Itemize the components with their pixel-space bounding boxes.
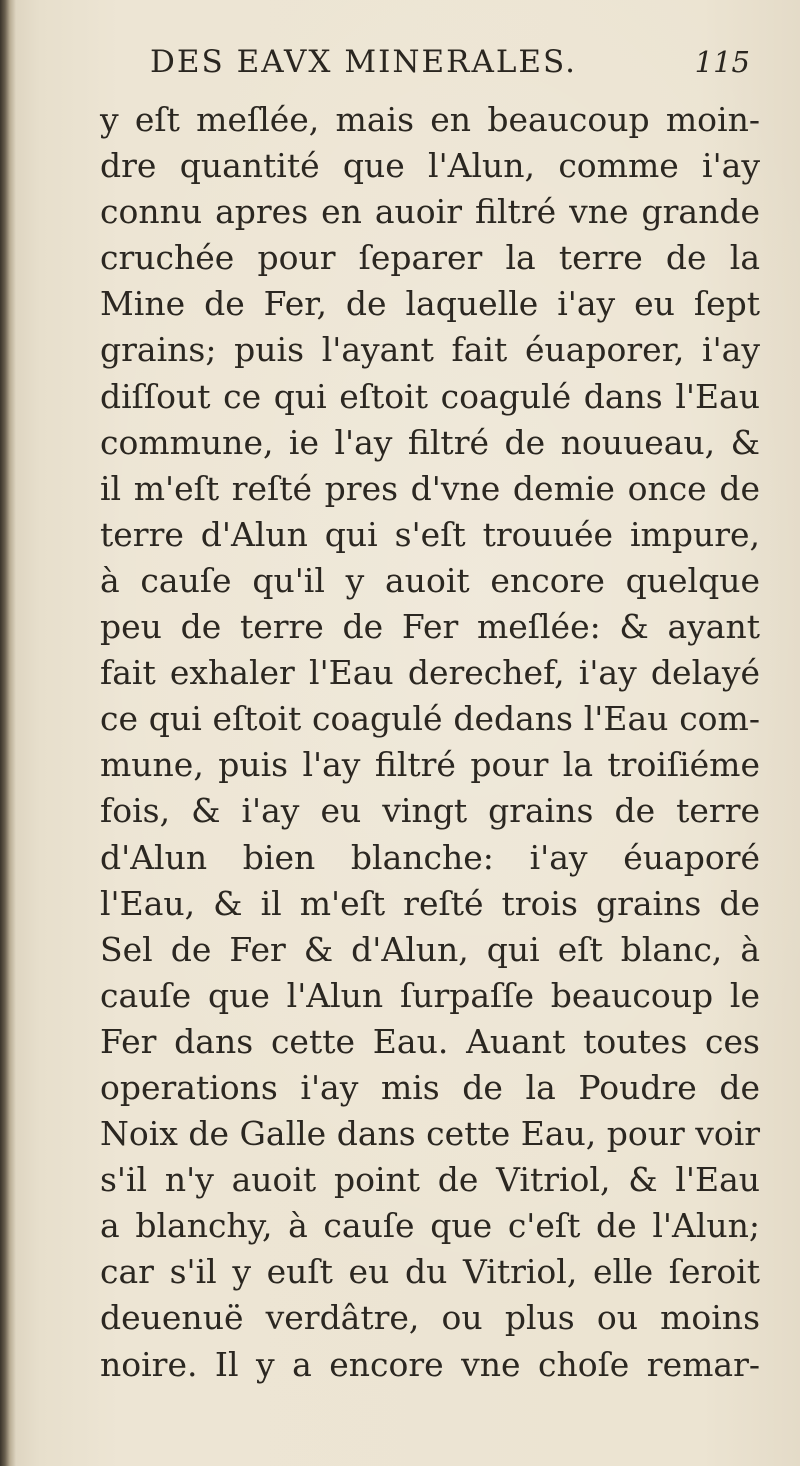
text-line: diſſout ce qui eſtoit coagulé dans l'Eau [100, 376, 760, 416]
text-line: noire. Il y a encore vne choſe remar- [100, 1344, 760, 1384]
text-line: s'il n'y auoit point de Vitriol, & l'Eau [100, 1160, 760, 1200]
text-line: Noix de Galle dans cette Eau, pour voir [100, 1114, 761, 1154]
text-line: cruchée pour ſeparer la terre de la [100, 238, 760, 278]
text-line: Sel de Fer & d'Alun, qui eſt blanc, à [100, 929, 760, 969]
text-line: dre quantité que l'Alun, comme i'ay [100, 146, 760, 186]
text-line: deuenuë verdâtre, ou plus ou moins [100, 1298, 760, 1338]
binding-gutter [0, 0, 16, 1466]
text-line: d'Alun bien blanche: i'ay éuaporé [100, 837, 760, 877]
text-line: y eſt meſlée, mais en beaucoup moin- [100, 100, 760, 139]
text-line: il m'eſt reſté pres d'vne demie once de [100, 468, 760, 508]
text-line: cauſe que l'Alun ſurpaſſe beaucoup le [100, 975, 760, 1015]
text-line: a blanchy, à cauſe que c'eſt de l'Alun; [100, 1206, 760, 1246]
body-text [100, 97, 760, 1388]
text-line: car s'il y euſt eu du Vitriol, elle ſeroit [100, 1252, 760, 1292]
text-line: peu de terre de Fer meſlée: & ayant [100, 607, 760, 647]
running-title: DES EAVX MINERALES. [150, 44, 578, 80]
text-line: mune, puis l'ay filtré pour la troiſiéme [100, 745, 760, 785]
text-line: grains; puis l'ayant fait éuaporer, i'ay [100, 330, 760, 370]
page-number: 115 [694, 45, 750, 79]
text-line: à cauſe qu'il y auoit encore quelque [100, 560, 760, 600]
text-line: Mine de Fer, de laquelle i'ay eu ſept [100, 284, 760, 324]
text-line: l'Eau, & il m'eſt reſté trois grains de [100, 883, 760, 923]
text-line: connu apres en auoir filtré vne grande [100, 192, 760, 232]
text-line: commune, ie l'ay filtré de nouueau, & [100, 422, 760, 462]
text-line: fois, & i'ay eu vingt grains de terre [100, 791, 760, 831]
text-line: Fer dans cette Eau. Auant toutes ces [100, 1021, 760, 1061]
page-header [150, 44, 750, 94]
text-line: fait exhaler l'Eau derechef, i'ay delayé [100, 653, 760, 693]
text-line: operations i'ay mis de la Poudre de [100, 1067, 760, 1107]
text-line: terre d'Alun qui s'eſt trouuée impure, [100, 514, 760, 554]
text-line: ce qui eſtoit coagulé dedans l'Eau com- [100, 699, 760, 739]
